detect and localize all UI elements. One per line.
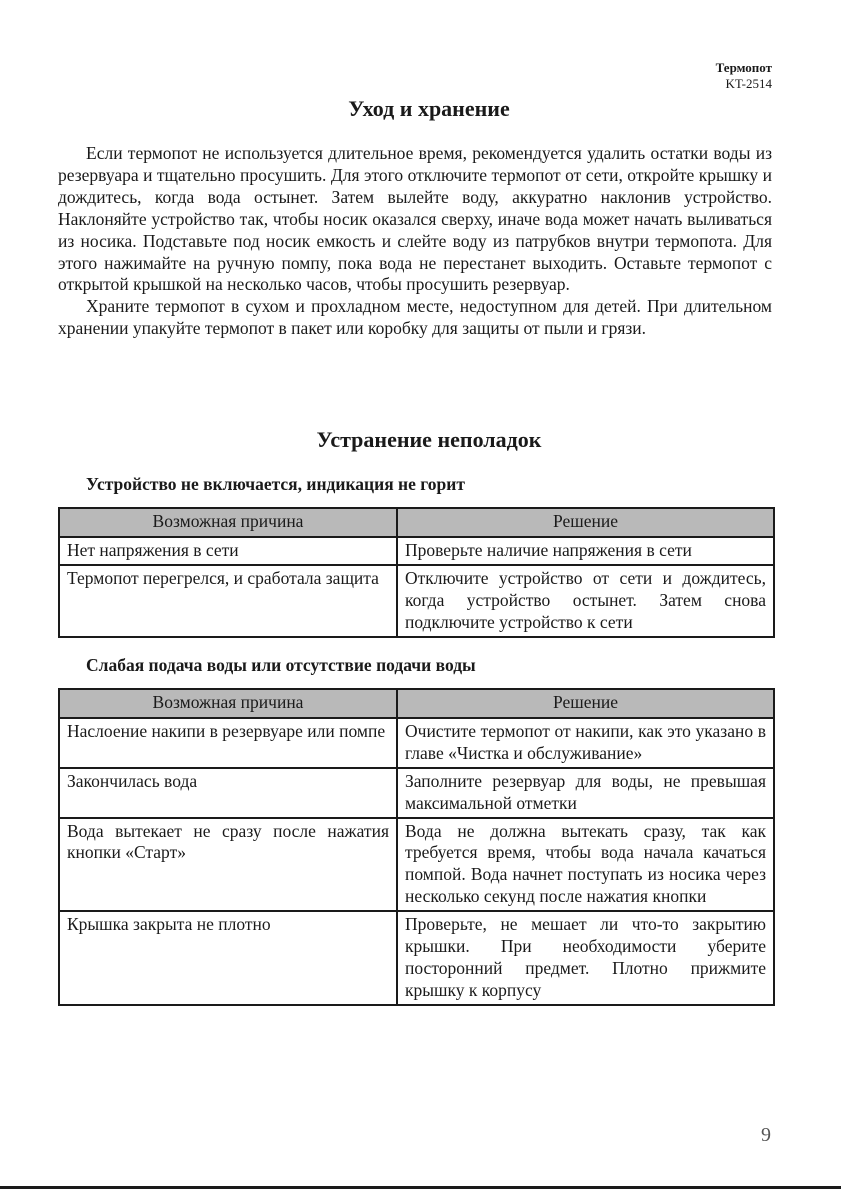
page-header xyxy=(716,60,772,92)
page-number: 9 xyxy=(761,1124,771,1146)
cause-cell: Нет напряжения в сети xyxy=(59,537,397,565)
column-header-solution: Решение xyxy=(397,689,774,718)
table-row xyxy=(59,818,774,912)
header-model: KT-2514 xyxy=(725,76,772,91)
solution-cell: Вода не должна вытекать сразу, так как требуется время, чтобы вода начала качаться помпой. Вода начнет поступать из носика через несколько секунд после нажатия кнопки xyxy=(397,818,774,912)
solution-cell: Заполните резервуар для воды, не превышая максимальной отметки xyxy=(397,768,774,818)
table-row xyxy=(59,768,774,818)
solution-cell: Отключите устройство от сети и дождитесь, когда устройство остынет. Затем снова подключите устройство к сети xyxy=(397,565,774,637)
troubleshooting-table-water xyxy=(58,688,775,1006)
table-header-row xyxy=(59,508,774,537)
table-row xyxy=(59,537,774,565)
column-header-cause: Возможная причина xyxy=(59,508,397,537)
troubleshooting-table-power xyxy=(58,507,775,638)
solution-cell: Проверьте, не мешает ли что-то закрытию крышки. При необходимости уберите посторонний предмет. Плотно прижмите крышку к корпусу xyxy=(397,911,774,1005)
table-row xyxy=(59,911,774,1005)
cause-cell: Крышка закрыта не плотно xyxy=(59,911,397,1005)
table-header-row xyxy=(59,689,774,718)
cause-cell: Термопот перегрелся, и сработала защита xyxy=(59,565,397,637)
cause-cell: Вода вытекает не сразу после нажатия кнопки «Старт» xyxy=(59,818,397,912)
care-paragraph: Если термопот не используется длительное время, рекомендуется удалить остатки воды из резервуара и тщательно просушить. Для этого отключите термопот от сети, откройте крышку и дождитесь, когда вода остынет. Затем вылейте воду, аккуратно наклонив устройство. Наклоняйте устройство так, чтобы носик оказался сверху, иначе вода может начать выливаться из носика. Подставьте под носик емкость и слейте воду из патрубков внутри термопота. Для этого нажимайте на ручную помпу, пока вода не перестанет выходить. Оставьте термопот с открытой крышкой на несколько часов, чтобы просушить резервуар. xyxy=(58,143,772,295)
section-heading: Слабая подача воды или отсутствие подачи воды xyxy=(86,655,476,675)
cause-cell: Закончилась вода xyxy=(59,768,397,818)
table-row xyxy=(59,565,774,637)
section-heading: Устройство не включается, индикация не горит xyxy=(86,474,465,494)
column-header-solution: Решение xyxy=(397,508,774,537)
troubleshooting-title: Устранение неполадок xyxy=(316,427,542,452)
column-header-cause: Возможная причина xyxy=(59,689,397,718)
solution-cell: Проверьте наличие напряжения в сети xyxy=(397,537,774,565)
solution-cell: Очистите термопот от накипи, как это указано в главе «Чистка и обслуживание» xyxy=(397,718,774,768)
care-section-title: Уход и хранение xyxy=(348,96,510,121)
care-section-body xyxy=(58,143,772,340)
header-product-name: Термопот xyxy=(715,60,772,75)
table-row xyxy=(59,718,774,768)
care-paragraph: Храните термопот в сухом и прохладном месте, недоступном для детей. При длительном хранении упакуйте термопот в пакет или коробку для защиты от пыли и грязи. xyxy=(58,296,772,339)
cause-cell: Наслоение накипи в резервуаре или помпе xyxy=(59,718,397,768)
